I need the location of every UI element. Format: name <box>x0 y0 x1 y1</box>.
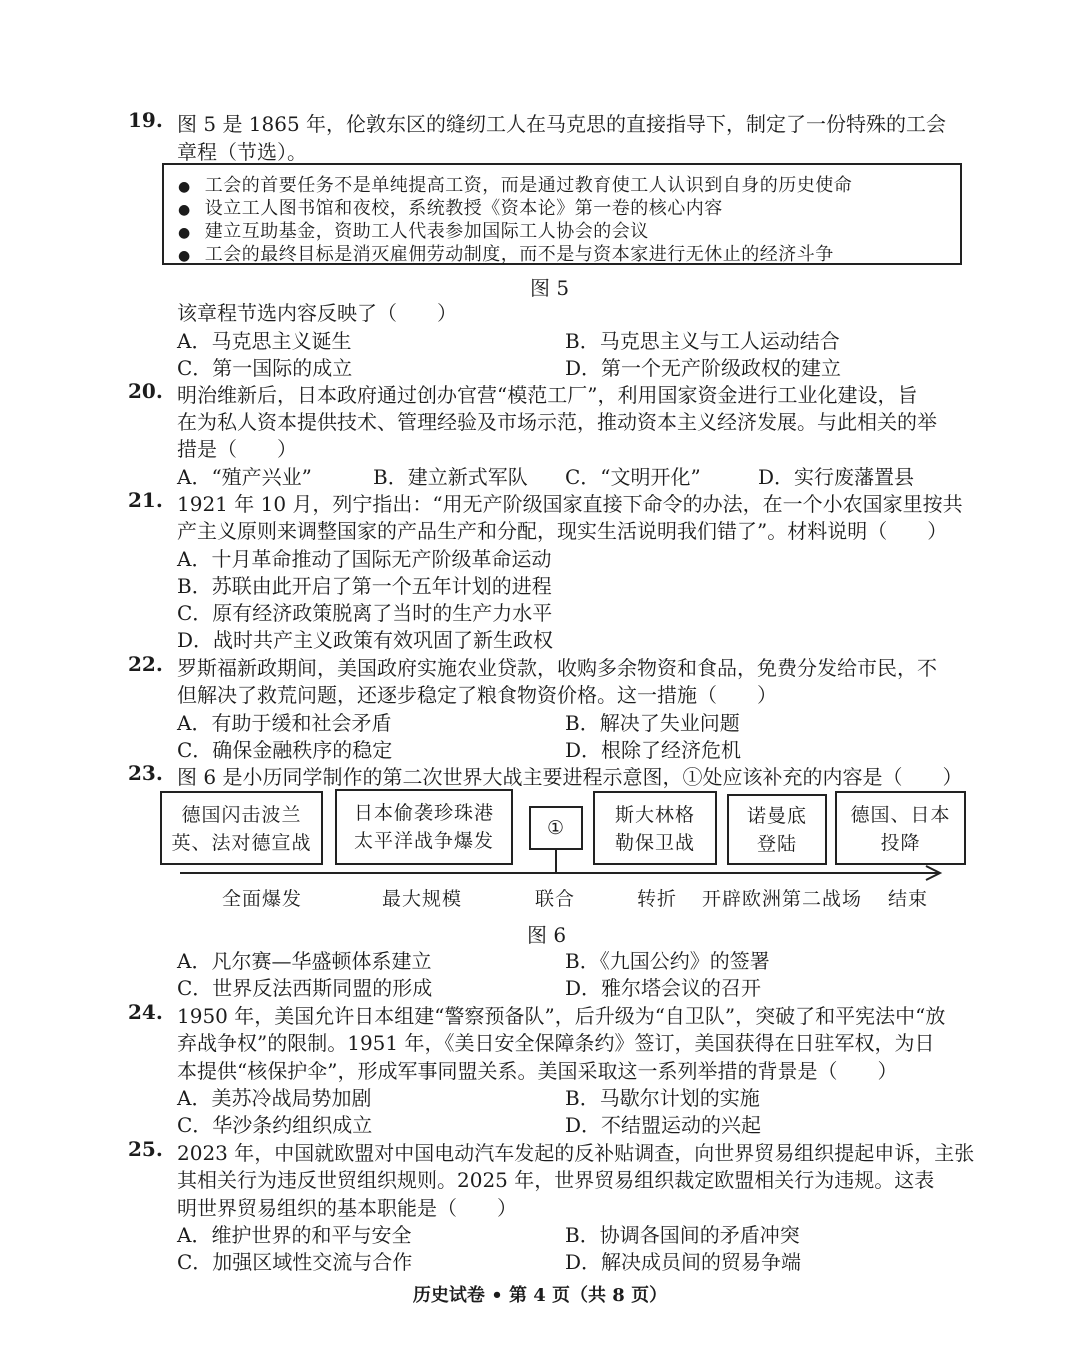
timeline-box-1: 德国闪击波兰 英、法对德宣战 <box>160 791 323 865</box>
question-stem-line: 2023 年，中国就欧盟对中国电动汽车发起的反补贴调查，向世界贸易组织提起申诉，主张 <box>177 1141 975 1165</box>
question-stem-line: 措是（ ） <box>177 437 297 461</box>
option-d[interactable]: D．不结盟运动的兴起 <box>565 1113 762 1137</box>
page-footer: 历史试卷 • 第 4 页（共 8 页） <box>412 1285 668 1306</box>
option-a[interactable]: A．有助于缓和社会矛盾 <box>177 711 392 735</box>
question-stem-line: 本提供“核保护伞”，形成军事同盟关系。美国采取这一系列举措的背景是（ ） <box>177 1059 898 1083</box>
question-stem-line: 1921 年 10 月，列宁指出：“用无产阶级国家直接下命令的办法，在一个小农国家里按共 <box>177 492 963 516</box>
option-b[interactable]: B．建立新式军队 <box>373 465 528 489</box>
timeline-box-6: 德国、日本 投降 <box>835 791 966 865</box>
option-a[interactable]: A．“殖产兴业” <box>177 465 312 489</box>
question-stem-line: 明世界贸易组织的基本职能是（ ） <box>177 1196 517 1220</box>
option-c[interactable]: C．加强区域性交流与合作 <box>177 1250 413 1274</box>
question-stem-line: 在为私人资本提供技术、管理经验及市场示范，推动资本主义经济发展。与此相关的举 <box>177 410 937 434</box>
figure-bullet-item: ● 建立互助基金，资助工人代表参加国际工人协会的会议 <box>178 217 649 243</box>
question-stem-line: 但解决了救荒问题，还逐步稳定了粮食物资价格。这一措施（ ） <box>177 683 777 707</box>
question-number: 22. <box>128 652 163 676</box>
option-b[interactable]: B．《九国公约》的签署 <box>565 949 770 973</box>
option-b[interactable]: B．解决了失业问题 <box>565 711 740 735</box>
option-d[interactable]: D．战时共产主义政策有效巩固了新生政权 <box>177 628 554 652</box>
question-number: 25. <box>128 1137 163 1161</box>
option-c[interactable]: C．确保金融秩序的稳定 <box>177 738 393 762</box>
option-d[interactable]: D．解决成员间的贸易争端 <box>565 1250 802 1274</box>
option-b[interactable]: B．马克思主义与工人运动结合 <box>565 329 840 353</box>
option-a[interactable]: A．维护世界的和平与安全 <box>177 1223 412 1247</box>
question-prompt: 该章程节选内容反映了（ ） <box>177 301 457 325</box>
option-d[interactable]: D．第一个无产阶级政权的建立 <box>565 356 842 380</box>
question-stem-line: 弃战争权”的限制。1951 年，《美日安全保障条约》签订，美国获得在日驻军权，为日 <box>177 1031 935 1055</box>
question-stem-line: 其相关行为违反世贸组织规则。2025 年，世界贸易组织裁定欧盟相关行为违规。这表 <box>177 1168 935 1192</box>
option-c[interactable]: C．第一国际的成立 <box>177 356 353 380</box>
figure-label: 图 6 <box>527 923 567 947</box>
option-b[interactable]: B．协调各国间的矛盾冲突 <box>565 1223 800 1247</box>
question-number: 19. <box>128 108 163 132</box>
option-a[interactable]: A．十月革命推动了国际无产阶级革命运动 <box>177 547 552 571</box>
option-d[interactable]: D．实行废藩置县 <box>758 465 915 489</box>
option-c[interactable]: C．世界反法西斯同盟的形成 <box>177 976 433 1000</box>
question-stem-line: 图 6 是小历同学制作的第二次世界大战主要进程示意图，①处应该补充的内容是（ ） <box>177 765 963 789</box>
question-number: 24. <box>128 1000 163 1024</box>
timeline-stage-label: 最大规模 <box>382 888 463 910</box>
timeline-box-blank[interactable]: ① <box>529 806 583 850</box>
question-stem-line: 罗斯福新政期间，美国政府实施农业贷款，收购多余物资和食品，免费分发给市民，不 <box>177 656 937 680</box>
question-stem-line: 图 5 是 1865 年，伦敦东区的缝纫工人在马克思的直接指导下，制定了一份特殊的工会 <box>177 112 947 136</box>
timeline-stage-label: 联合 <box>535 888 576 910</box>
figure-label: 图 5 <box>530 276 570 300</box>
option-a[interactable]: A．美苏冷战局势加剧 <box>177 1086 372 1110</box>
figure-bullet-item: ● 工会的首要任务不是单纯提高工资，而是通过教育使工人认识到自身的历史使命 <box>178 171 852 197</box>
timeline-box-2: 日本偷袭珍珠港 太平洋战争爆发 <box>335 789 513 865</box>
option-b[interactable]: B．马歇尔计划的实施 <box>565 1086 760 1110</box>
option-a[interactable]: A．凡尔赛—华盛顿体系建立 <box>177 949 432 973</box>
timeline-stage-label: 开辟欧洲第二战场 <box>702 888 863 910</box>
question-stem-line: 章程（节选）。 <box>177 140 307 164</box>
option-d[interactable]: D．雅尔塔会议的召开 <box>565 976 762 1000</box>
question-stem-line: 产主义原则来调整国家的产品生产和分配，现实生活说明我们错了”。材料说明（ ） <box>177 519 948 543</box>
timeline-stage-label: 结束 <box>888 888 929 910</box>
option-c[interactable]: C．原有经济政策脱离了当时的生产力水平 <box>177 601 553 625</box>
option-c[interactable]: C．“文明开化” <box>565 465 701 489</box>
option-c[interactable]: C．华沙条约组织成立 <box>177 1113 373 1137</box>
option-b[interactable]: B．苏联由此开启了第一个五年计划的进程 <box>177 574 552 598</box>
option-d[interactable]: D．根除了经济危机 <box>565 738 742 762</box>
figure-bullet-item: ● 设立工人图书馆和夜校，系统教授《资本论》第一卷的核心内容 <box>178 194 723 220</box>
question-number: 20. <box>128 379 163 403</box>
question-number: 21. <box>128 488 163 512</box>
option-a[interactable]: A．马克思主义诞生 <box>177 329 352 353</box>
timeline-stage-label: 转折 <box>637 888 678 910</box>
timeline-stage-label: 全面爆发 <box>222 888 303 910</box>
timeline-box-5: 诺曼底 登陆 <box>727 794 827 865</box>
question-stem-line: 1950 年，美国允许日本组建“警察预备队”，后升级为“自卫队”，突破了和平宪法中“放 <box>177 1004 946 1028</box>
timeline-box-4: 斯大林格 勒保卫战 <box>593 791 717 865</box>
question-stem-line: 明治维新后，日本政府通过创办官营“模范工厂”，利用国家资金进行工业化建设，旨 <box>177 383 918 407</box>
question-number: 23. <box>128 761 163 785</box>
figure-bullet-item: ● 工会的最终目标是消灭雇佣劳动制度，而不是与资本家进行无休止的经济斗争 <box>178 240 834 266</box>
